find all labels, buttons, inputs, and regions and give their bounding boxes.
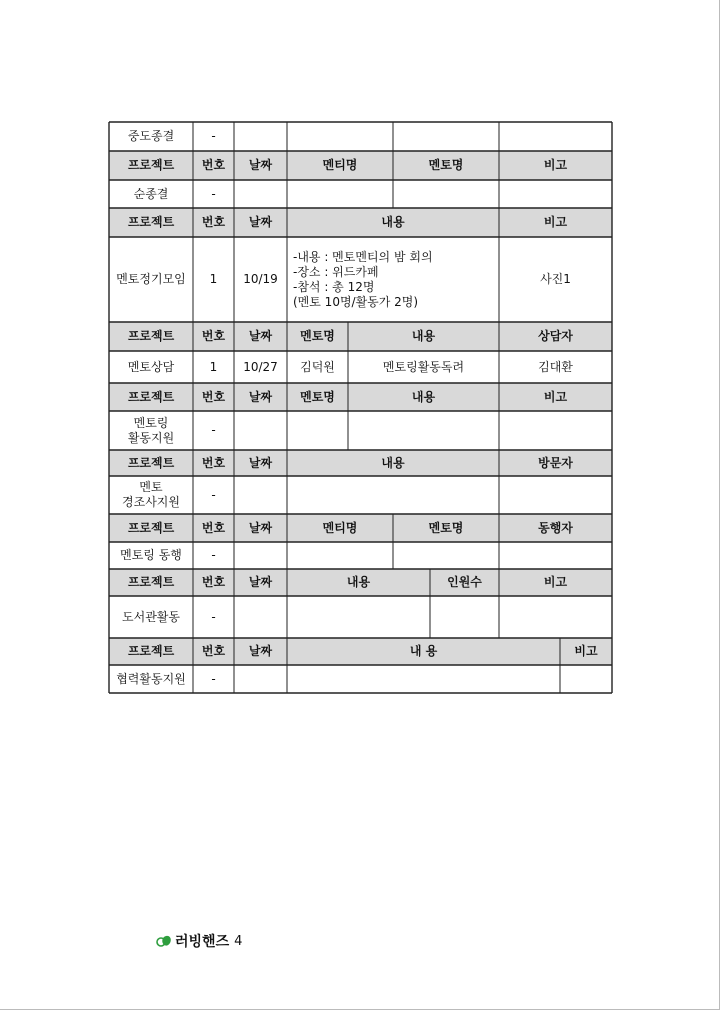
header-cell-r5-c2: 날짜 bbox=[234, 322, 287, 351]
header-cell-r13-c1: 번호 bbox=[193, 569, 234, 596]
header-cell-r3-c3: 내용 bbox=[287, 208, 499, 237]
header-cell-r7-c1: 번호 bbox=[193, 383, 234, 411]
table-cell-r8-c0: 멘토링 활동지원 bbox=[127, 415, 175, 445]
header-cell-r11-c2: 날짜 bbox=[234, 514, 287, 542]
table-cell-r16-c0: 협력활동지원 bbox=[116, 671, 186, 686]
header-cell-r1-c2: 날짜 bbox=[234, 151, 287, 180]
table-cell-r2-c0: 순종결 bbox=[133, 186, 169, 201]
page-number: 4 bbox=[234, 933, 243, 949]
header-cell-r11-c5: 동행자 bbox=[499, 514, 612, 542]
header-cell-r9-c2: 날짜 bbox=[234, 450, 287, 476]
table-cell-r6-c3: 김덕원 bbox=[300, 359, 335, 374]
header-cell-r3-c2: 날짜 bbox=[234, 208, 287, 237]
footer-brand: 러빙핸즈 bbox=[175, 934, 230, 950]
table-cell-r16-c1: - bbox=[211, 671, 216, 686]
header-cell-r7-c4: 내용 bbox=[348, 383, 499, 411]
table-cell-r4-c4: 사진1 bbox=[540, 272, 571, 286]
footer bbox=[156, 931, 242, 951]
table-cell-r6-c4: 멘토링활동독려 bbox=[382, 359, 465, 374]
table-cell-r4-c3: -내용 : 멘토멘티의 밤 회의 -장소 : 위드카페 -참석 : 총 12명 (멘토 10명/활동가 2명) bbox=[293, 249, 433, 309]
table-cell-r6-c2: 10/27 bbox=[243, 359, 278, 374]
header-cell-r1-c0: 프로젝트 bbox=[109, 151, 193, 180]
header-cell-r11-c4: 멘토명 bbox=[393, 514, 499, 542]
table-cell-r10-c1: - bbox=[211, 487, 216, 502]
table-cell-r4-c1: 1 bbox=[209, 272, 218, 286]
header-cell-r15-c3: 내 용 bbox=[287, 638, 560, 665]
header-cell-r11-c3: 멘티명 bbox=[287, 514, 393, 542]
table-cell-r0-c1: - bbox=[211, 129, 216, 143]
table-cell-r12-c0: 멘토링 동행 bbox=[120, 548, 182, 562]
header-cell-r15-c1: 번호 bbox=[193, 638, 234, 665]
table-cell-r6-c1: 1 bbox=[209, 359, 218, 374]
clover-logo-icon bbox=[156, 933, 172, 949]
header-cell-r5-c1: 번호 bbox=[193, 322, 234, 351]
header-cell-r3-c4: 비고 bbox=[499, 208, 612, 237]
header-cell-r9-c1: 번호 bbox=[193, 450, 234, 476]
table-cell-r6-c0: 멘토상담 bbox=[127, 359, 175, 374]
header-cell-r1-c4: 멘토명 bbox=[393, 151, 499, 180]
header-cell-r15-c0: 프로젝트 bbox=[109, 638, 193, 665]
table-cell-r2-c1: - bbox=[211, 186, 216, 201]
header-cell-r5-c5: 상담자 bbox=[499, 322, 612, 351]
header-cell-r13-c2: 날짜 bbox=[234, 569, 287, 596]
header-cell-r13-c4: 인원수 bbox=[430, 569, 499, 596]
header-cell-r1-c5: 비고 bbox=[499, 151, 612, 180]
header-cell-r15-c2: 날짜 bbox=[234, 638, 287, 665]
header-cell-r5-c4: 내용 bbox=[348, 322, 499, 351]
header-cell-r9-c4: 방문자 bbox=[499, 450, 612, 476]
header-cell-r13-c5: 비고 bbox=[499, 569, 612, 596]
header-cell-r13-c0: 프로젝트 bbox=[109, 569, 193, 596]
header-cell-r13-c3: 내용 bbox=[287, 569, 430, 596]
header-cell-r7-c2: 날짜 bbox=[234, 383, 287, 411]
table-cell-r4-c0: 멘토정기모임 bbox=[116, 272, 186, 286]
header-cell-r11-c1: 번호 bbox=[193, 514, 234, 542]
header-cell-r11-c0: 프로젝트 bbox=[109, 514, 193, 542]
header-cell-r9-c0: 프로젝트 bbox=[109, 450, 193, 476]
header-cell-r5-c3: 멘토명 bbox=[287, 322, 348, 351]
table-cell-r8-c1: - bbox=[211, 423, 216, 437]
table-cell-r4-c2: 10/19 bbox=[243, 272, 278, 286]
table-cell-r10-c0: 멘토 경조사지원 bbox=[122, 480, 180, 509]
table-cell-r14-c0: 도서관활동 bbox=[122, 609, 180, 624]
table-cell-r0-c0: 중도종결 bbox=[127, 129, 175, 143]
header-cell-r5-c0: 프로젝트 bbox=[109, 322, 193, 351]
header-cell-r9-c3: 내용 bbox=[287, 450, 499, 476]
header-cell-r7-c5: 비고 bbox=[499, 383, 612, 411]
header-cell-r3-c1: 번호 bbox=[193, 208, 234, 237]
table-cell-r14-c1: - bbox=[211, 609, 216, 624]
header-cell-r1-c3: 멘티명 bbox=[287, 151, 393, 180]
table-cell-r12-c1: - bbox=[211, 548, 216, 562]
header-cell-r1-c1: 번호 bbox=[193, 151, 234, 180]
table-cell-r6-c5: 김대환 bbox=[538, 359, 573, 374]
header-cell-r15-c4: 비고 bbox=[560, 638, 612, 665]
header-cell-r3-c0: 프로젝트 bbox=[109, 208, 193, 237]
header-cell-r7-c3: 멘토명 bbox=[287, 383, 348, 411]
header-cell-r7-c0: 프로젝트 bbox=[109, 383, 193, 411]
